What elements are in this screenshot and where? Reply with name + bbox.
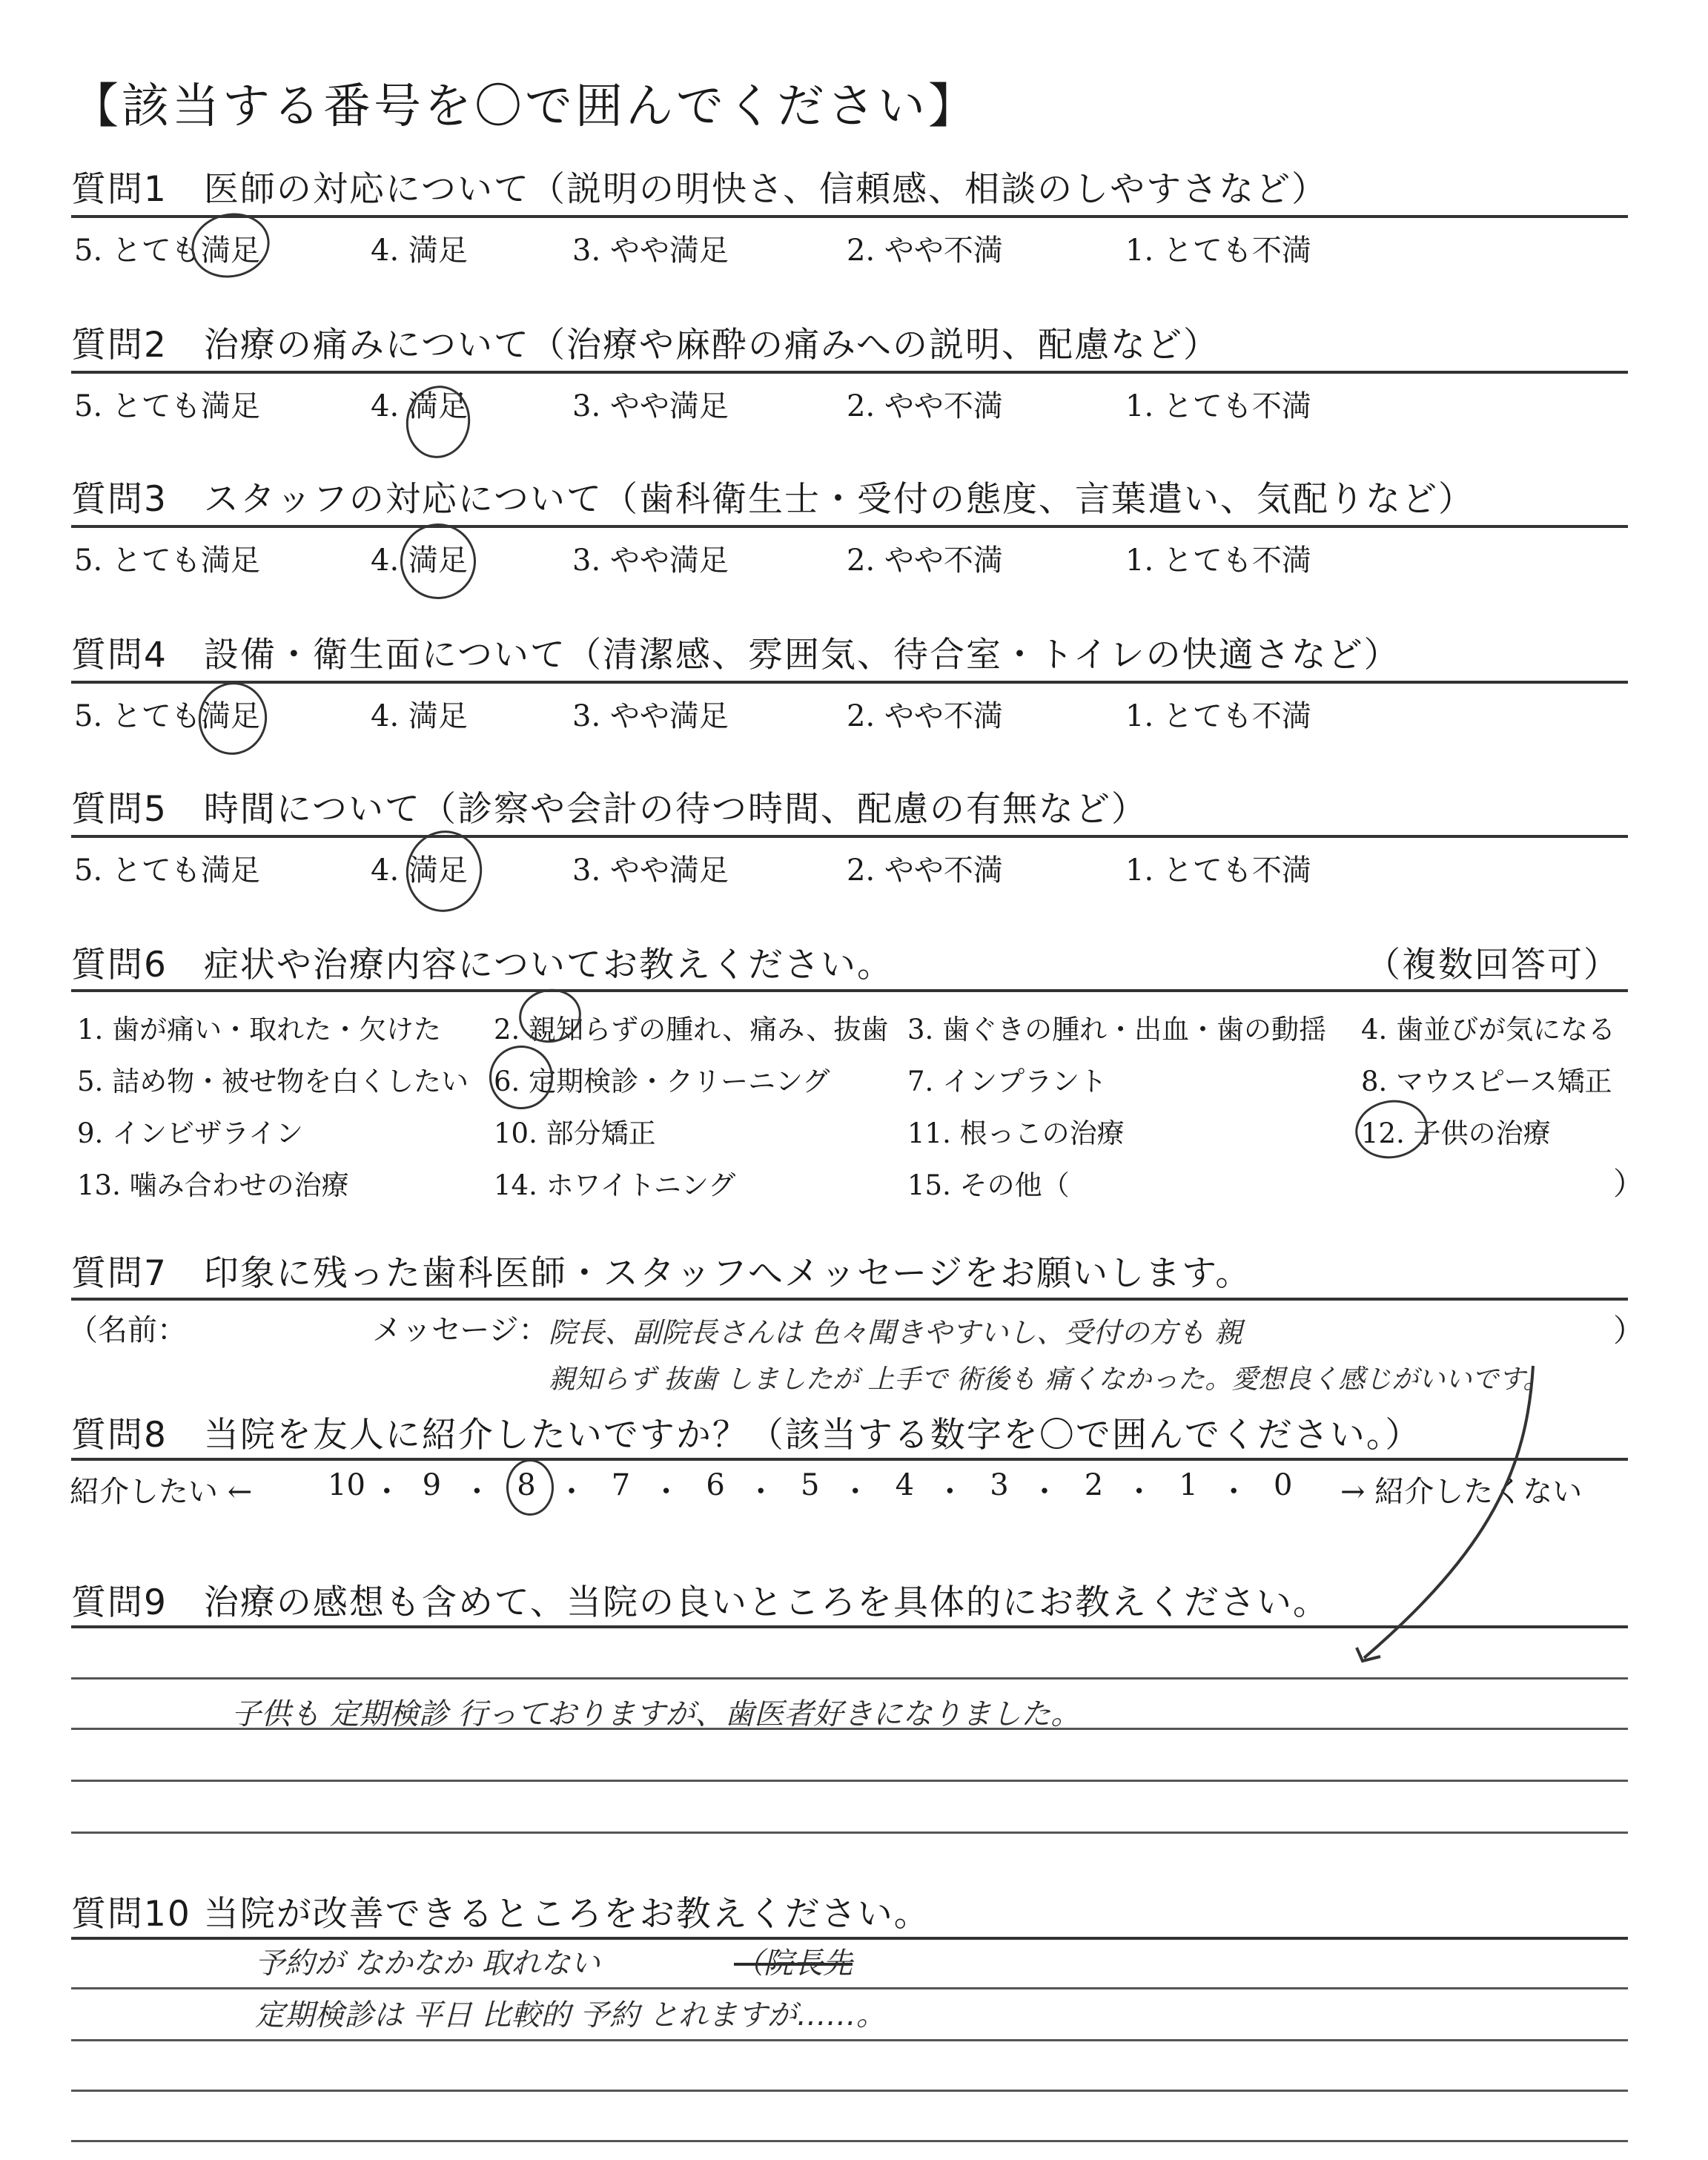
q5-option-2[interactable]: 2. やや不満 [847,853,1003,888]
q8-separator: ・ [557,1475,586,1509]
q2-option-1[interactable]: 1. とても不満 [1125,389,1311,423]
q6-other-close-paren: ） [1613,1166,1645,1202]
q3-option-5[interactable]: 5. とても満足 [74,544,260,578]
q4-option-5[interactable]: 5. とても満足 [74,699,260,733]
q1-option-4[interactable]: 4. 満足 [371,234,468,268]
q6-item-2[interactable]: 2. 親知らずの腫れ、痛み、抜歯 [494,1014,889,1046]
q6-header: 質問6 症状や治療内容についてお教えください。 [71,945,893,985]
q2-option-4[interactable]: 4. 満足 [371,389,468,423]
q5-option-1[interactable]: 1. とても不満 [1125,853,1311,888]
q6-item-9[interactable]: 9. インビザライン [77,1117,303,1149]
q10-handwritten-line2: 定期検診は 平日 比較的 予約 とれますが……。 [255,1998,886,2032]
q1-option-1[interactable]: 1. とても不満 [1125,234,1311,268]
q5-option-5[interactable]: 5. とても満足 [74,853,260,888]
q6-item-10[interactable]: 10. 部分矯正 [494,1117,656,1149]
q8-scale-7[interactable]: 7 [611,1468,631,1502]
q6-item-12[interactable]: 12. 子供の治療 [1361,1117,1551,1149]
q10-handwritten-struck: （院長先 [734,1946,853,1981]
q1-option-5[interactable]: 5. とても満足 [74,234,260,268]
q2-option-3[interactable]: 3. やや満足 [572,389,729,423]
q8-scale-1[interactable]: 1 [1179,1468,1198,1502]
q6-item-7[interactable]: 7. インプラント [907,1066,1108,1097]
q5-option-3[interactable]: 3. やや満足 [572,853,729,888]
q8-scale-8[interactable]: 8 [517,1468,536,1502]
q8-scale-2[interactable]: 2 [1084,1468,1104,1502]
q4-header: 質問4 設備・衛生面について（清潔感、雰囲気、待合室・トイレの快適さなど） [71,635,1400,676]
q8-separator: ・ [1124,1475,1154,1509]
q4-option-4[interactable]: 4. 満足 [371,699,468,733]
q8-scale-3[interactable]: 3 [990,1468,1009,1502]
q3-option-4[interactable]: 4. 満足 [371,544,468,578]
q6-item-11[interactable]: 11. 根っこの治療 [907,1117,1125,1149]
q8-header: 質問8 当院を友人に紹介したいですか？（該当する数字を〇で囲んでください。） [71,1415,1422,1456]
q6-item-14[interactable]: 14. ホワイトニング [494,1169,736,1201]
q6-item-4[interactable]: 4. 歯並びが気になる [1361,1014,1616,1046]
q8-separator: ・ [840,1475,870,1509]
q3-option-2[interactable]: 2. やや不満 [847,544,1003,578]
q6-item-1[interactable]: 1. 歯が痛い・取れた・欠けた [77,1014,442,1046]
q6-item-3[interactable]: 3. 歯ぐきの腫れ・出血・歯の動揺 [907,1014,1327,1046]
q8-separator: ・ [935,1475,965,1509]
q3-option-3[interactable]: 3. やや満足 [572,544,729,578]
q8-scale-4[interactable]: 4 [895,1468,915,1502]
q6-note: （複数回答可） [1366,945,1620,985]
q2-option-2[interactable]: 2. やや不満 [847,389,1003,423]
q8-separator: ・ [371,1475,402,1509]
q7-message-label: メッセージ： [372,1313,549,1347]
q10-handwritten-line1: 予約が なかなか 取れない [255,1946,600,1981]
q8-separator: ・ [746,1475,776,1509]
q7-close-paren: ） [1613,1312,1645,1349]
q7-handwritten-message-line1: 院長、副院長さんは 色々聞きやすいし、受付の方も 親 [549,1316,1243,1349]
q5-header: 質問5 時間について（診察や会計の待つ時間、配慮の有無など） [71,789,1148,830]
q8-separator: ・ [1219,1475,1249,1509]
q8-scale-9[interactable]: 9 [422,1468,442,1502]
q1-option-3[interactable]: 3. やや満足 [572,234,729,268]
q4-option-3[interactable]: 3. やや満足 [572,699,729,733]
q8-scale-10[interactable]: 10 [328,1468,365,1502]
q6-item-15[interactable]: 15. その他（ [907,1169,1070,1201]
q4-option-2[interactable]: 2. やや不満 [847,699,1003,733]
q3-option-1[interactable]: 1. とても不満 [1125,544,1311,578]
q8-scale-5[interactable]: 5 [801,1468,820,1502]
q7-handwritten-message-line2: 親知らず 抜歯 しましたが 上手で 術後も 痛くなかった。愛想良く感じがいいです。 [549,1364,1550,1395]
q5-option-4[interactable]: 4. 満足 [371,853,468,888]
q2-option-5[interactable]: 5. とても満足 [74,389,260,423]
q8-separator: ・ [651,1475,681,1509]
q1-header: 質問1 医師の対応について（説明の明快さ、信頼感、相談のしやすさなど） [71,169,1328,210]
q6-item-8[interactable]: 8. マウスピース矯正 [1361,1066,1612,1097]
q7-name-label: （名前： [68,1313,187,1347]
q4-option-1[interactable]: 1. とても不満 [1125,699,1311,733]
q3-header: 質問3 スタッフの対応について（歯科衛生士・受付の態度、言葉遣い、気配りなど） [71,479,1474,520]
q10-header: 質問10 当院が改善できるところをお教えください。 [71,1894,930,1935]
q6-item-5[interactable]: 5. 詰め物・被せ物を白くしたい [77,1066,469,1097]
q9-header: 質問9 治療の感想も含めて、当院の良いところを具体的にお教えください。 [71,1582,1329,1623]
q9-handwritten-answer: 子供も 定期検診 行っておりますが、歯医者好きになりました。 [231,1697,1081,1731]
q8-left-label: 紹介したい ← [70,1475,253,1509]
q1-option-2[interactable]: 2. やや不満 [847,234,1003,268]
q6-item-13[interactable]: 13. 噛み合わせの治療 [77,1169,349,1201]
q8-scale-6[interactable]: 6 [706,1468,725,1502]
q2-header: 質問2 治療の痛みについて（治療や麻酔の痛みへの説明、配慮など） [71,325,1220,366]
q8-right-label: → 紹介したくない [1340,1475,1583,1509]
page-title: 【該当する番号を〇で囲んでください】 [71,79,979,134]
q8-separator: ・ [462,1475,492,1509]
q8-separator: ・ [1030,1475,1059,1509]
q6-item-6[interactable]: 6. 定期検診・クリーニング [494,1066,830,1097]
q8-scale-0[interactable]: 0 [1274,1468,1293,1502]
q7-header: 質問7 印象に残った歯科医師・スタッフへメッセージをお願いします。 [71,1253,1252,1294]
